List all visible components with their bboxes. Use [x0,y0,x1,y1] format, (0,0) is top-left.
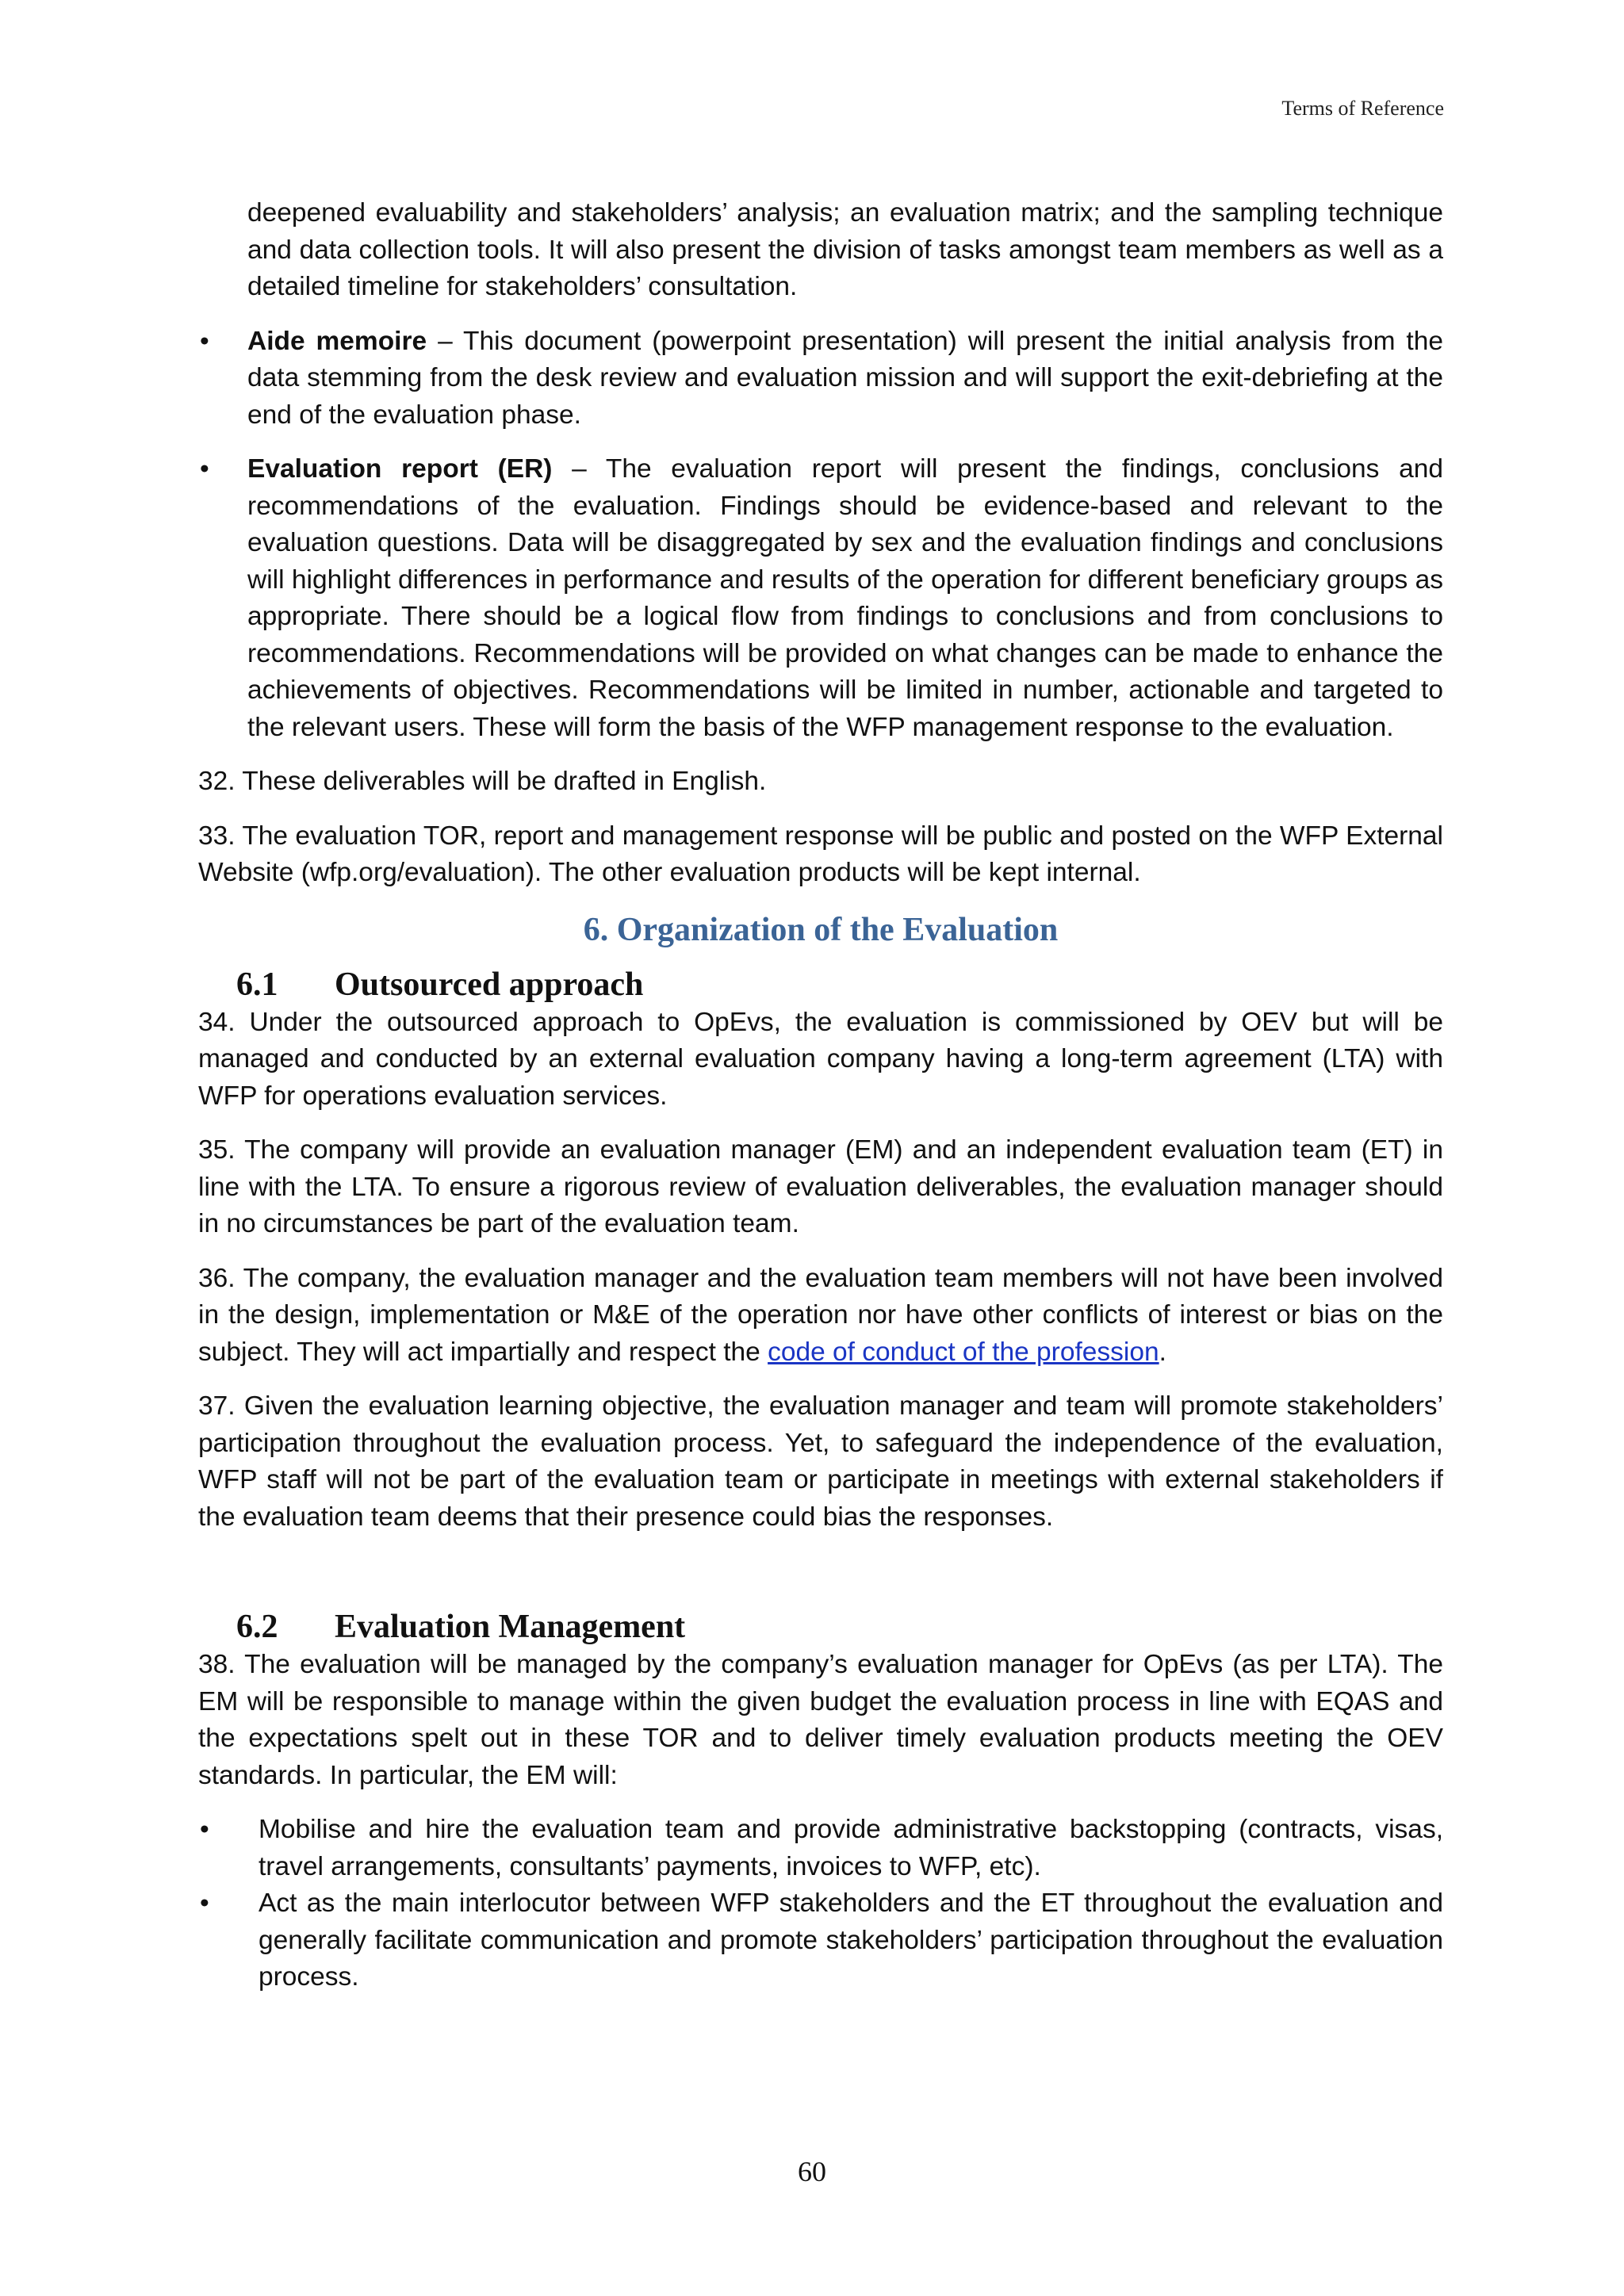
subsection-heading-outsourced [236,965,1443,1004]
section-spacer [198,1553,1443,1607]
deliverable-evaluation-report [198,451,1443,746]
document-body [198,195,1443,1996]
section-heading-organization: 6. Organization of the Evaluation [583,911,1059,948]
running-header: Terms of Reference [1281,97,1444,120]
deliverable-description: – This document (powerpoint presentation) will present the initial analysis from the data stemming from the desk review and evaluation mission and will support the exit-debriefing at the end of the evaluation phase. [247,326,1444,430]
bullet-icon: • [200,326,209,356]
bullet-icon: • [200,1815,209,1844]
code-of-conduct-link[interactable]: code of conduct of the profession [768,1337,1159,1367]
paragraph-36-text: 36. The company, the evaluation manager and the evaluation team members will not have been involved in the design, implementation or M&E of the operation nor have other conflicts of interest or bias on the subject. They will act impartially and respect the [198,1263,1443,1367]
subsection-title: Outsourced approach [335,966,644,1003]
paragraph-36-end: . [1159,1337,1166,1367]
paragraph-36 [198,1261,1443,1372]
em-task-text: Mobilise and hire the evaluation team and provide administrative backstopping (contracts, visas, travel arrangements, consultants’ payments, invoices to WFP, etc). [259,1815,1443,1881]
page-number: 60 [798,2156,826,2187]
deliverable-aide-memoire [198,323,1443,434]
paragraph-38: 38. The evaluation will be managed by the company’s evaluation manager for OpEvs (as per LTA). The EM will be responsible to manage within the given budget the evaluation process in line with EQAS and the expectations spelt out in these TOR and to deliver timely evaluation products meeting the OEV standards. In particular, the EM will: [198,1650,1443,1790]
deliverable-term: Aide memoire [247,326,427,356]
paragraph-32: 32. These deliverables will be drafted in English. [198,767,767,796]
deliverable-description: – The evaluation report will present the findings, conclusions and recommendations of the evaluation. Findings should be evidence-based and relevant to the evaluation questions. Data will be disaggregated by sex and the evaluation findings and conclusions will highlight differences in performance and results of the operation for different beneficiary groups as appropriate. There should be a logical flow from findings to conclusions and from conclusions to recommendations. Recommendations will be provided on what changes can be made to enhance the achievements of objectives. Recommendations will be limited in number, actionable and targeted to the relevant users. These will form the basis of the WFP management response to the evaluation. [247,454,1443,742]
paragraph-34: 34. Under the outsourced approach to OpEvs, the evaluation is commissioned by OEV but will be managed and conducted by an external evaluation company having a long-term agreement (LTA) with WFP for operations evaluation services. [198,1007,1443,1111]
em-task-text: Act as the main interlocutor between WFP stakeholders and the ET throughout the evaluation and generally facilitate communication and promote stakeholders’ participation throughout the evaluation process. [259,1888,1443,1992]
deliverables-list [198,323,1443,747]
subsection-number: 6.2 [236,1609,278,1645]
em-tasks-list [198,1812,1443,1996]
subsection-title: Evaluation Management [335,1609,686,1645]
bullet-icon: • [200,1888,209,1918]
inception-report-continued: deepened evaluability and stakeholders’ analysis; an evaluation matrix; and the sampling technique and data collection tools. It will also present the division of tasks amongst team members as well as a detailed timeline for stakeholders’ consultation. [247,198,1443,301]
paragraph-35: 35. The company will provide an evaluation manager (EM) and an independent evaluation team (ET) in line with the LTA. To ensure a rigorous review of evaluation deliverables, the evaluation manager should in no circumstances be part of the evaluation team. [198,1135,1443,1238]
subsection-heading-management [236,1607,1443,1647]
paragraph-33: 33. The evaluation TOR, report and management response will be public and posted on the WFP External Website (wfp.org/evaluation). The other evaluation products will be kept internal. [198,821,1443,887]
subsection-number: 6.1 [236,966,278,1003]
bullet-icon: • [200,454,209,484]
paragraph-37: 37. Given the evaluation learning objective, the evaluation manager and team will promote stakeholders’ participation throughout the evaluation process. Yet, to safeguard the independence of the evaluation, WFP staff will not be part of the evaluation team or participate in meetings with external stakeholders if the evaluation team deems that their presence could bias the responses. [198,1391,1443,1532]
em-task-interlocutor [198,1885,1443,1996]
em-task-mobilise [198,1812,1443,1885]
deliverable-term: Evaluation report (ER) [247,454,553,484]
